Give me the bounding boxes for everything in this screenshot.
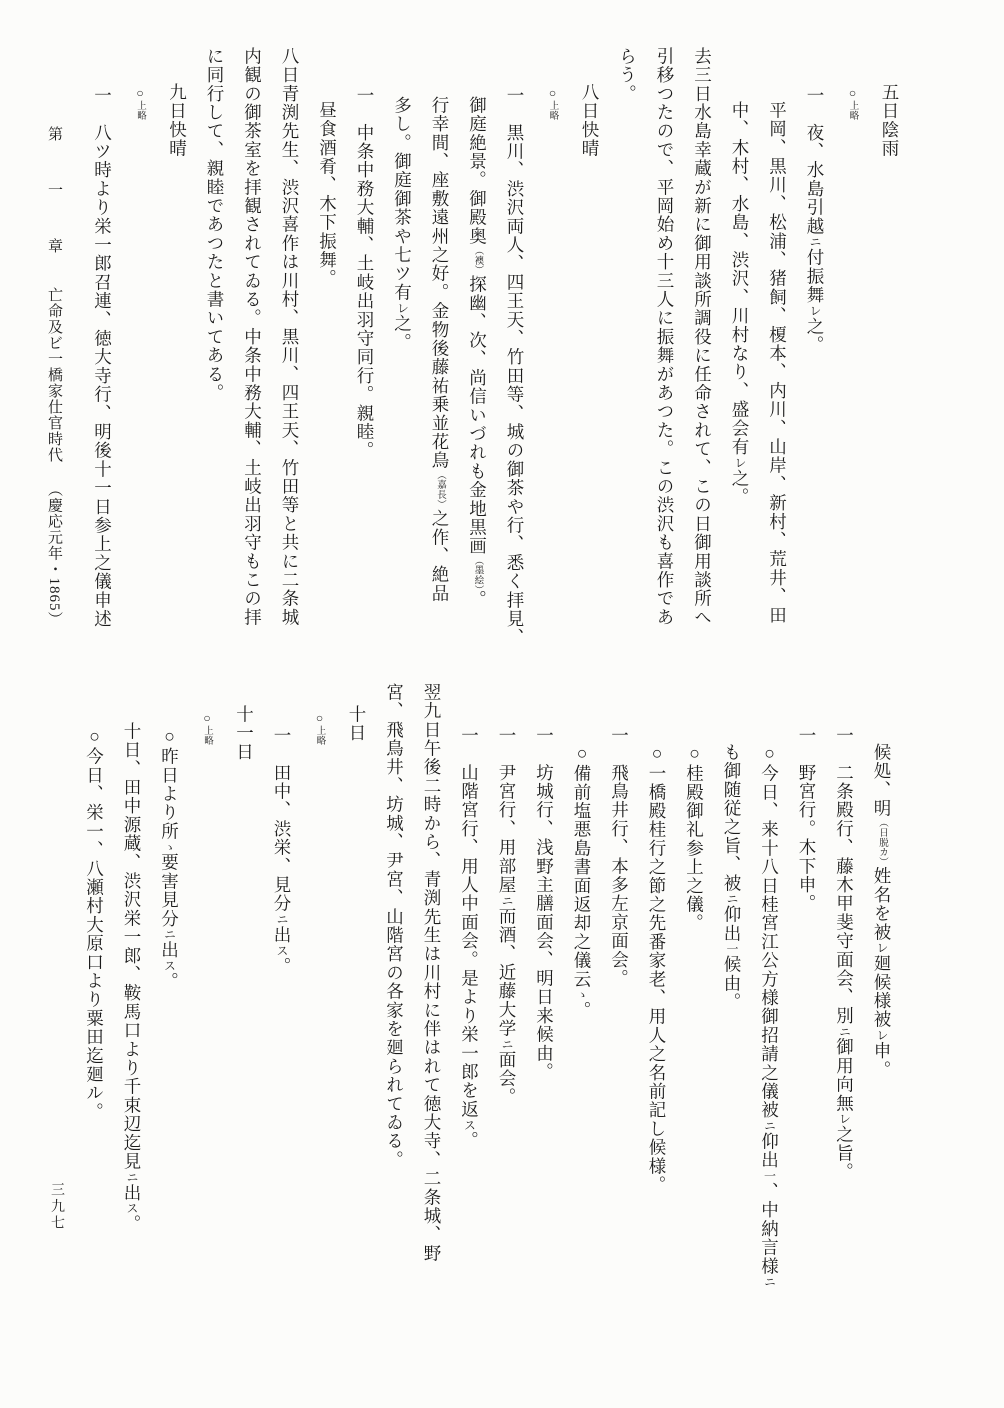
text-column: 宮、飛鳥井、坊城、尹宮、山階宮の各家を廻られてゐる。 — [384, 683, 405, 1170]
text-column: ○備前塩悪島書面返却之儀云ゝ。 — [572, 743, 592, 1020]
kanbun-mark: レ — [395, 301, 410, 315]
inline-annotation: 上略 — [547, 100, 558, 121]
kanbun-mark: ニ — [725, 892, 739, 906]
text-column: 十日 — [347, 705, 367, 743]
text-column: 一 八ツ時より栄一郎召連、徳大寺行、明後十一日参上之儀申述 — [92, 86, 113, 629]
text-column: 一 中条中務大輔、土岐出羽守同行。親睦。 — [355, 86, 375, 460]
kanbun-mark: レ — [837, 1112, 852, 1126]
text-column: 平岡、黒川、松浦、猪飼、榎本、内川、山岸、新村、荒井、田 — [767, 101, 788, 625]
text-column — [300, 683, 338, 1267]
text-column: 八日快晴 — [580, 83, 600, 158]
diary-text-block-upper — [83, 47, 908, 665]
text-column: 一 黒川、渋沢両人、四王天、竹田等、城の御茶や行、悉く拝見、 — [505, 86, 525, 647]
text-column: ○今日、栄一、八瀬村大原口より粟田迄廻ル。 — [84, 726, 105, 1122]
kanbun-mark: ゝ — [162, 840, 177, 854]
kanbun-mark: ○ — [133, 86, 147, 101]
inline-annotation: 上略 — [202, 725, 212, 746]
text-column: も御随従之旨、被ニ仰出一候由。 — [722, 743, 742, 1012]
text-column — [188, 683, 226, 1267]
kanbun-mark: ニ — [500, 1037, 514, 1051]
kanbun-mark: ○ — [545, 86, 560, 101]
kanbun-mark: レ — [875, 1029, 889, 1042]
kanbun-mark: ○ — [845, 86, 860, 101]
text-column: 五日陰雨 — [880, 83, 900, 158]
kanbun-mark: 一 — [725, 942, 739, 956]
kanbun-mark: ニ — [762, 1119, 777, 1133]
text-column: 去三日水島幸蔵が新に御用談所調役に任命されて、この日御用談所へ — [692, 47, 713, 627]
kanbun-mark: レ — [875, 941, 889, 955]
text-column: らう。 — [617, 47, 638, 104]
text-column: 一 野宮行。木下申。 — [797, 726, 817, 913]
text-column: 候処、明（日脱カ）姓名を被レ廻候様被レ申。 — [872, 743, 892, 1080]
chapter-running-title — [44, 126, 65, 626]
diary-text-block-lower — [75, 683, 900, 1289]
kanbun-mark: ス — [275, 944, 289, 957]
text-column — [533, 47, 571, 665]
kanbun-mark: ニ — [762, 1275, 777, 1289]
chapter-era: （慶応元年・1865） — [46, 481, 62, 628]
text-column — [833, 47, 871, 665]
text-column: 一 二条殿行、藤木甲斐守面会、別ニ御用向無レ之旨。 — [834, 726, 855, 1182]
text-column: 八日青渕先生、渋沢喜作は川村、黒川、四王天、竹田等と共に二条城 — [280, 47, 300, 627]
inline-annotation: （墨絵） — [472, 555, 483, 590]
kanbun-mark: 一 — [762, 1169, 777, 1183]
text-column: ○一橋殿桂行之節之先番家老、用人之名前記し候様。 — [647, 743, 667, 1195]
text-column: 九日快晴 — [167, 83, 188, 158]
kanbun-mark: ニ — [808, 235, 822, 249]
text-column: 十日、田中源蔵、渋沢栄一郎、鞍馬口より千束辺迄見ニ出ス。 — [122, 722, 142, 1234]
text-column: 一 山階宮行、用人中面会。是より栄一郎を返ス。 — [459, 726, 480, 1151]
text-column: 昼食酒肴、木下振舞。 — [317, 101, 338, 288]
inline-annotation: 上略 — [314, 725, 325, 746]
kanbun-mark: レ — [808, 304, 822, 317]
text-column: 中、木村、水島、渋沢、川村なり、盛会有レ之。 — [730, 101, 750, 507]
text-column: 一 夜、水島引越ニ付振舞レ之。 — [805, 86, 825, 355]
text-column: 一 坊城行、浅野主膳面会、明日来候由。 — [534, 726, 555, 1082]
text-column: 翌九日午後二時から、青渕先生は川村に伴はれて徳大寺、二条城、野 — [422, 683, 442, 1263]
chapter-number: 第 一 章 — [46, 126, 62, 266]
text-column: ○昨日より所ゝ要害見分ニ出ス。 — [159, 726, 180, 991]
text-column: 行幸間、座敷遠州之好。金物後藤祐乗並花鳥（嘉長）之作、絶品 — [430, 96, 450, 603]
text-column: 一 尹宮行、用部屋ニ而酒、近藤大学ニ面会。 — [497, 726, 517, 1107]
kanbun-mark: ○ — [200, 711, 214, 726]
text-column: ○桂殿御礼参上之儀。 — [684, 743, 705, 933]
kanbun-mark: ゝ — [575, 988, 589, 1002]
kanbun-mark: ニ — [125, 1170, 139, 1184]
text-column: 御庭絶景。御殿奥（襖）探幽、次、尚信いづれも金地黒画（墨絵）。 — [467, 96, 488, 609]
kanbun-mark: ス — [162, 959, 177, 973]
inline-annotation: （嘉長） — [435, 470, 445, 510]
text-column: 内観の御茶室を拝観されてゐる。中条中務大輔、土岐出羽守もこの拝 — [242, 47, 263, 627]
inline-annotation: （襖） — [472, 245, 483, 276]
kanbun-mark: ○ — [312, 711, 327, 726]
text-column: 引移つたので、平岡始め十三人に振舞があつた。この渋沢も喜作であ — [655, 47, 675, 627]
inline-annotation: 上略 — [847, 100, 858, 121]
kanbun-mark: レ — [733, 456, 747, 469]
text-column: 十一日 — [234, 705, 255, 762]
chapter-title: 亡命及ビ一橋家仕官時代 — [46, 286, 62, 463]
kanbun-mark: ニ — [162, 928, 177, 941]
text-column: に同行して、親睦であつたと書いてある。 — [205, 47, 225, 403]
text-column: 一 田中、渋栄、見分ニ出ス。 — [272, 726, 292, 976]
kanbun-mark: ス — [125, 1202, 139, 1215]
kanbun-mark: ニ — [275, 913, 289, 926]
text-column: 一 飛鳥井行、本多左京面会。 — [609, 726, 630, 988]
inline-annotation: （日脱カ） — [877, 817, 887, 867]
text-column — [121, 47, 159, 665]
page-number: 三九七 — [49, 1182, 64, 1232]
text-column: ○今日、来十八日桂宮江公方様御招請之儀被ニ仰出一、中納言様ニ — [759, 743, 780, 1289]
kanbun-mark: ニ — [500, 894, 514, 907]
kanbun-mark: ニ — [837, 1025, 852, 1038]
inline-annotation: 上略 — [135, 100, 145, 121]
text-column: 多し。御庭御茶や七ツ有レ之。 — [392, 96, 413, 352]
kanbun-mark: ス — [462, 1118, 477, 1132]
